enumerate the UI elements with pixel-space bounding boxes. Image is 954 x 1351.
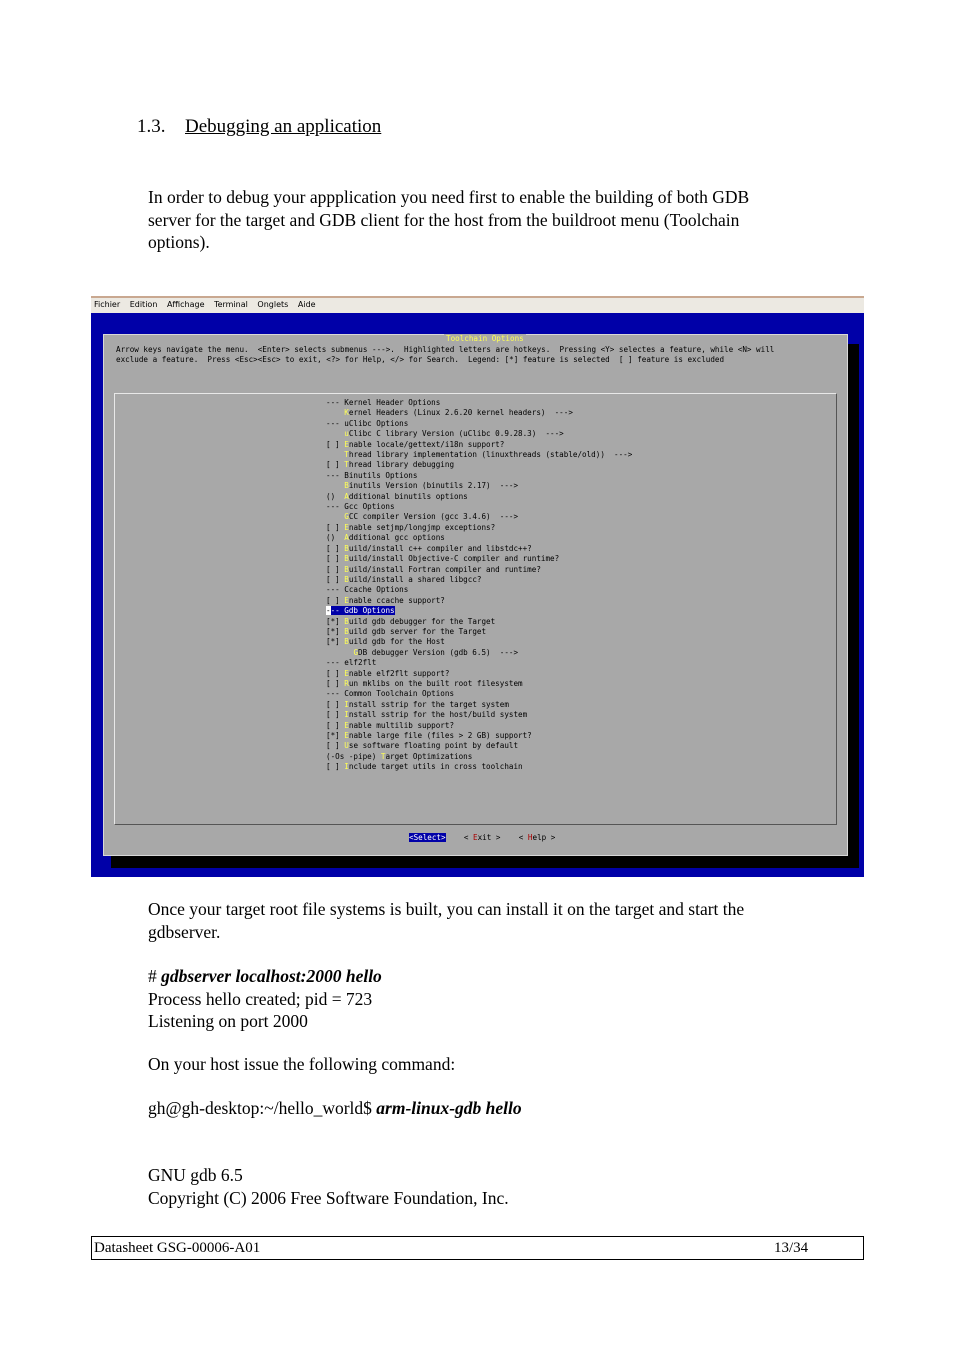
menu-item[interactable]: uClibc C library Version (uClibc 0.9.28.3) ---> — [344, 429, 564, 439]
host-command — [148, 1097, 828, 1120]
menu-list-box — [114, 393, 837, 825]
menu-item[interactable]: --- Ccache Options — [326, 585, 409, 595]
menu-item[interactable]: [ ] Install sstrip for the target system — [326, 699, 509, 709]
menu-item[interactable]: [*] Build gdb server for the Target — [326, 626, 487, 636]
menu-item[interactable]: [ ] Build/install Fortran compiler and runtime? — [326, 564, 541, 574]
after-line: gdbserver. — [148, 921, 221, 942]
toolchain-dialog — [103, 334, 848, 856]
menu-item[interactable]: [*] Build gdb for the Host — [326, 637, 445, 647]
menu-aide[interactable]: Aide — [297, 300, 316, 309]
select-button[interactable]: <Select> — [409, 833, 446, 842]
menu-item[interactable]: () Additional binutils options — [326, 491, 468, 501]
after-paragraph — [148, 898, 828, 943]
section-number: 1.3. — [137, 116, 166, 137]
menu-item[interactable]: () Additional gcc options — [326, 533, 445, 543]
menu-item[interactable]: [*] Enable large file (files > 2 GB) support? — [326, 731, 532, 740]
dialog-title: Toolchain Options — [446, 334, 524, 343]
output-line: Process hello created; pid = 723 — [148, 988, 373, 1009]
menu-item[interactable]: [ ] Build/install Objective-C compiler and runtime? — [326, 554, 560, 564]
menu-item[interactable]: [ ] Install sstrip for the host/build system — [326, 710, 528, 720]
gdb-output-line: Copyright (C) 2006 Free Software Foundation, Inc. — [148, 1187, 509, 1208]
menu-item[interactable]: [ ] Run mklibs on the built root filesystem — [326, 678, 523, 688]
intro-line: In order to debug your appplication you need first to enable the building of both GDB — [148, 187, 750, 207]
help-line: exclude a feature. Press <Esc><Esc> to exit, <?> for Help, </> for Search. Legend: [*] feature is selected [ ] feature is excluded — [116, 355, 725, 365]
menu-item[interactable]: GCC compiler Version (gcc 3.4.6) ---> — [344, 512, 519, 522]
intro-line: server for the target and GDB client for the host from the buildroot menu (Toolchain — [148, 209, 740, 230]
host-command-line: gh@gh-desktop:~/hello_world$ arm-linux-gdb hello — [148, 1098, 522, 1118]
exit-button[interactable]: < Exit > — [463, 833, 501, 842]
section-heading — [137, 116, 381, 138]
intro-paragraph — [148, 186, 828, 254]
menu-item[interactable]: --- Gcc Options — [326, 502, 395, 512]
menu-item[interactable]: --- Kernel Header Options — [326, 398, 441, 407]
menu-item[interactable]: --- uClibc Options — [326, 418, 409, 428]
menu-item[interactable]: GDB debugger Version (gdb 6.5) ---> — [353, 647, 519, 657]
dialog-buttons — [409, 833, 555, 843]
menu-item[interactable]: [ ] Enable setjmp/longjmp exceptions? — [326, 522, 496, 532]
menu-item[interactable]: Thread library implementation (linuxthreads (stable/old)) ---> — [344, 450, 633, 460]
help-line: Arrow keys navigate the menu. <Enter> selects submenus --->. Highlighted letters are hotkeys. Pressing <Y> selectes a feature, while <N> will — [116, 345, 775, 354]
intro-line: options). — [148, 232, 210, 252]
gdb-output-line: GNU gdb 6.5 — [148, 1165, 243, 1185]
menu-item[interactable]: [ ] Enable multilib support? — [326, 720, 455, 730]
menu-item[interactable]: [ ] Include target utils in cross toolchain — [326, 762, 523, 772]
terminal-menubar — [91, 296, 864, 313]
section-title: Debugging an application — [185, 116, 382, 137]
menu-terminal[interactable]: Terminal — [214, 300, 248, 309]
host-intro — [148, 1053, 828, 1076]
menu-list — [326, 398, 632, 773]
menu-item[interactable]: [ ] Use software floating point by default — [326, 741, 519, 751]
menu-item[interactable]: [ ] Build/install a shared libgcc? — [326, 574, 482, 584]
menu-item[interactable]: [ ] Enable locale/gettext/i18n support? — [326, 439, 505, 449]
menu-onglets[interactable]: Onglets — [257, 300, 289, 309]
gdbserver-block — [148, 965, 828, 1033]
menu-item[interactable]: [ ] Thread library debugging — [326, 460, 455, 470]
gdb-output — [148, 1164, 828, 1209]
after-line: Once your target root file systems is built, you can install it on the target and start the — [148, 899, 745, 919]
output-line: Listening on port 2000 — [148, 1011, 308, 1031]
menu-item[interactable]: [ ] Build/install c++ compiler and libstdc++? — [326, 543, 532, 553]
menu-item[interactable]: [ ] Enable elf2flt support? — [326, 668, 450, 678]
menu-item[interactable]: --- elf2flt — [326, 658, 377, 668]
menu-item-selected[interactable]: --- Gdb Options — [326, 606, 395, 616]
menu-item[interactable]: --- Common Toolchain Options — [326, 689, 455, 699]
menu-fichier[interactable]: Fichier — [94, 300, 121, 309]
menu-item[interactable]: [ ] Enable ccache support? — [326, 595, 445, 605]
host-intro-line: On your host issue the following command: — [148, 1054, 456, 1074]
menu-item[interactable]: Binutils Version (binutils 2.17) ---> — [344, 481, 519, 491]
dialog-help-text — [116, 345, 774, 366]
menu-affichage[interactable]: Affichage — [166, 300, 205, 309]
footer-page-number: 13/34 — [774, 1240, 809, 1256]
menu-item[interactable]: Kernel Headers (Linux 2.6.20 kernel headers) ---> — [344, 408, 573, 418]
help-button[interactable]: < Help > — [518, 833, 556, 842]
gdbserver-command: # gdbserver localhost:2000 hello — [148, 966, 382, 986]
menu-edition[interactable]: Edition — [129, 300, 158, 309]
menu-item[interactable]: [*] Build gdb debugger for the Target — [326, 616, 496, 626]
menu-item[interactable]: --- Binutils Options — [326, 470, 418, 480]
footer-doc-id: Datasheet GSG-00006-A01 — [94, 1240, 261, 1256]
terminal-screenshot — [91, 296, 864, 877]
menu-item[interactable]: (-Os -pipe) Target Optimizations — [326, 751, 473, 761]
page-footer — [91, 1236, 864, 1260]
